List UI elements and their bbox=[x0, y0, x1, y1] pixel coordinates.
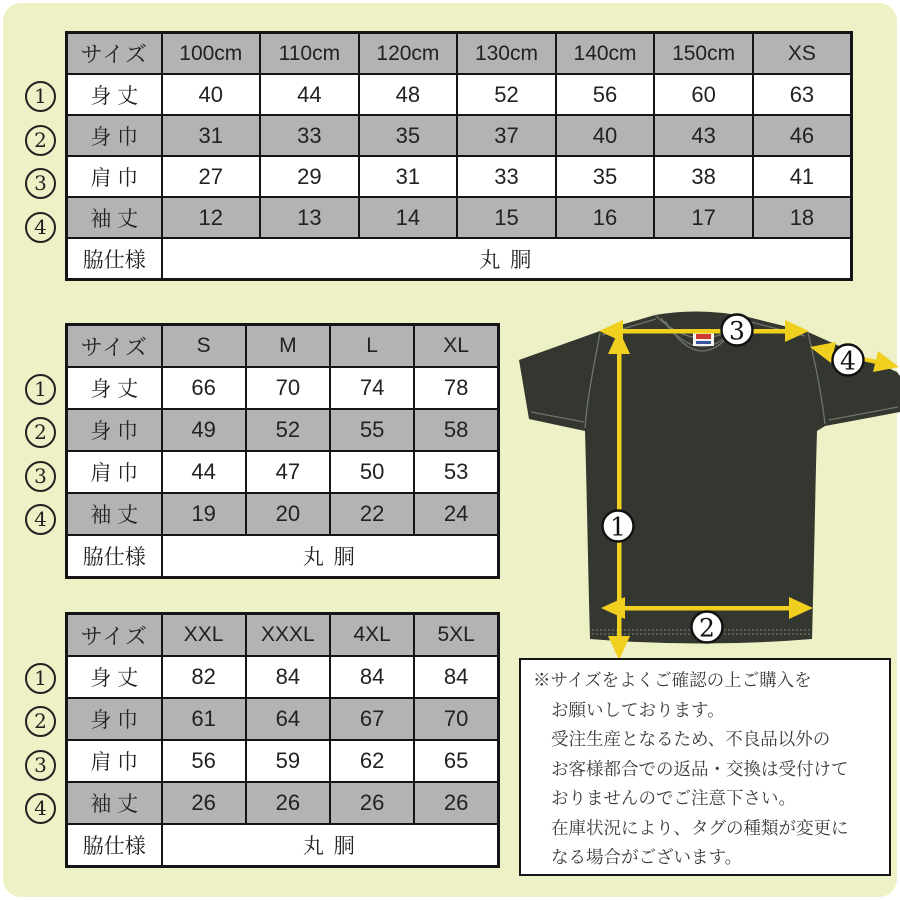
note-line: 受注生産となるため、不良品以外の bbox=[551, 729, 831, 749]
measurement-value: 47 bbox=[246, 451, 330, 493]
table-row bbox=[67, 451, 499, 493]
measurement-value: 27 bbox=[162, 156, 261, 197]
measurement-value: 13 bbox=[260, 197, 359, 238]
measurement-row-label: 肩 巾 bbox=[67, 740, 162, 782]
size-column-header: 4XL bbox=[330, 614, 414, 657]
size-column-header: 5XL bbox=[414, 614, 498, 657]
measurement-value: 46 bbox=[753, 115, 852, 156]
marker-sleeve-length bbox=[833, 345, 864, 376]
size-column-header: 150cm bbox=[654, 33, 753, 75]
measurement-value: 33 bbox=[260, 115, 359, 156]
table-row bbox=[67, 409, 499, 451]
measurement-value: 56 bbox=[556, 74, 655, 115]
measurement-row-label: 身 巾 bbox=[67, 115, 162, 156]
size-table-kids bbox=[65, 31, 853, 281]
size-column-header: 110cm bbox=[260, 33, 359, 75]
circled-row-number: 4 bbox=[25, 793, 56, 824]
table-row bbox=[67, 782, 499, 824]
side-spec-label: 脇仕様 bbox=[67, 535, 162, 578]
side-spec-value: 丸 胴 bbox=[162, 824, 499, 867]
measurement-value: 50 bbox=[330, 451, 414, 493]
measurement-value: 48 bbox=[359, 74, 458, 115]
size-header-label: サイズ bbox=[67, 614, 162, 657]
measurement-row-label: 肩 巾 bbox=[67, 451, 162, 493]
measurement-value: 70 bbox=[246, 367, 330, 409]
table-row bbox=[67, 698, 499, 740]
marker-body-length bbox=[603, 511, 634, 542]
size-table bbox=[65, 323, 500, 579]
size-column-header: XL bbox=[414, 325, 498, 368]
measurement-value: 63 bbox=[753, 74, 852, 115]
measurement-value: 38 bbox=[654, 156, 753, 197]
marker-body-width bbox=[692, 612, 723, 643]
size-column-header: M bbox=[246, 325, 330, 368]
circled-row-number: 3 bbox=[25, 168, 56, 199]
table-row bbox=[67, 493, 499, 535]
circled-row-number: 3 bbox=[25, 461, 56, 492]
note-line: なる場合がございます。 bbox=[551, 847, 743, 867]
measurement-value: 59 bbox=[246, 740, 330, 782]
table-row bbox=[67, 74, 852, 115]
measurement-value: 33 bbox=[457, 156, 556, 197]
measurement-value: 16 bbox=[556, 197, 655, 238]
note-line: お願いしております。 bbox=[551, 699, 725, 720]
table-row bbox=[67, 740, 499, 782]
circled-row-number: 1 bbox=[25, 663, 56, 694]
size-header-label: サイズ bbox=[67, 325, 162, 368]
size-column-header: 120cm bbox=[359, 33, 458, 75]
measurement-value: 18 bbox=[753, 197, 852, 238]
measurement-value: 64 bbox=[246, 698, 330, 740]
measurement-value: 24 bbox=[414, 493, 498, 535]
measurement-row-label: 袖 丈 bbox=[67, 197, 162, 238]
side-spec-label: 脇仕様 bbox=[67, 824, 162, 867]
measurement-value: 31 bbox=[162, 115, 261, 156]
measurement-value: 56 bbox=[162, 740, 246, 782]
measurement-row-label: 身 丈 bbox=[67, 656, 162, 698]
measurement-value: 82 bbox=[162, 656, 246, 698]
size-column-header: 100cm bbox=[162, 33, 261, 75]
side-spec-label: 脇仕様 bbox=[67, 238, 162, 280]
measurement-value: 44 bbox=[162, 451, 246, 493]
table-row bbox=[67, 367, 499, 409]
measurement-value: 41 bbox=[753, 156, 852, 197]
size-header-label: サイズ bbox=[67, 33, 162, 75]
measurement-value: 17 bbox=[654, 197, 753, 238]
measurement-value: 20 bbox=[246, 493, 330, 535]
measurement-value: 43 bbox=[654, 115, 753, 156]
circled-row-number: 1 bbox=[25, 81, 56, 112]
circled-row-number: 2 bbox=[25, 417, 56, 448]
note-line: お客様都合での返品・交換は受付けて bbox=[551, 758, 849, 779]
table-header-row bbox=[67, 33, 852, 75]
measurement-value: 49 bbox=[162, 409, 246, 451]
table-footer-row bbox=[67, 535, 499, 578]
table-row bbox=[67, 197, 852, 238]
table-footer-row bbox=[67, 824, 499, 867]
circled-row-number: 2 bbox=[25, 706, 56, 737]
size-column-header: XXXL bbox=[246, 614, 330, 657]
note-line: おりませんのでご注意下さい。 bbox=[551, 788, 796, 808]
measurement-value: 26 bbox=[414, 782, 498, 824]
measurement-value: 78 bbox=[414, 367, 498, 409]
side-spec-value: 丸 胴 bbox=[162, 535, 499, 578]
size-column-header: XS bbox=[753, 33, 852, 75]
size-table bbox=[65, 31, 853, 281]
note-line: 在庫状況により、タグの種類が変更に bbox=[551, 817, 849, 838]
measurement-row-label: 身 丈 bbox=[67, 367, 162, 409]
measurement-value: 67 bbox=[330, 698, 414, 740]
measurement-value: 60 bbox=[654, 74, 753, 115]
measurement-value: 26 bbox=[246, 782, 330, 824]
measurement-value: 35 bbox=[359, 115, 458, 156]
measurement-row-label: 袖 丈 bbox=[67, 782, 162, 824]
measurement-value: 53 bbox=[414, 451, 498, 493]
measurement-row-label: 袖 丈 bbox=[67, 493, 162, 535]
measurement-value: 84 bbox=[414, 656, 498, 698]
marker-shoulder-width bbox=[722, 315, 753, 346]
measurement-row-label: 身 丈 bbox=[67, 74, 162, 115]
measurement-value: 26 bbox=[162, 782, 246, 824]
table-row bbox=[67, 115, 852, 156]
size-column-header: 130cm bbox=[457, 33, 556, 75]
measurement-value: 31 bbox=[359, 156, 458, 197]
measurement-value: 66 bbox=[162, 367, 246, 409]
marker-4-label: 4 bbox=[840, 346, 856, 376]
note-line: ※サイズをよくご確認の上ご購入を bbox=[533, 670, 812, 690]
circled-row-number: 2 bbox=[25, 125, 56, 156]
measurement-value: 35 bbox=[556, 156, 655, 197]
table-footer-row bbox=[67, 238, 852, 280]
measurement-value: 61 bbox=[162, 698, 246, 740]
size-column-header: L bbox=[330, 325, 414, 368]
measurement-value: 70 bbox=[414, 698, 498, 740]
size-table-adult bbox=[65, 323, 500, 579]
measurement-value: 37 bbox=[457, 115, 556, 156]
marker-2-label: 2 bbox=[699, 613, 715, 643]
measurement-value: 15 bbox=[457, 197, 556, 238]
table-row bbox=[67, 156, 852, 197]
measurement-value: 55 bbox=[330, 409, 414, 451]
measurement-value: 12 bbox=[162, 197, 261, 238]
size-column-header: 140cm bbox=[556, 33, 655, 75]
marker-1-label: 1 bbox=[610, 512, 626, 542]
measurement-value: 84 bbox=[246, 656, 330, 698]
measurement-value: 44 bbox=[260, 74, 359, 115]
measurement-value: 62 bbox=[330, 740, 414, 782]
measurement-row-label: 身 巾 bbox=[67, 409, 162, 451]
side-spec-value: 丸 胴 bbox=[162, 238, 852, 280]
table-header-row bbox=[67, 614, 499, 657]
measurement-value: 52 bbox=[246, 409, 330, 451]
size-table-big bbox=[65, 612, 500, 868]
measurement-value: 29 bbox=[260, 156, 359, 197]
size-column-header: S bbox=[162, 325, 246, 368]
measurement-value: 14 bbox=[359, 197, 458, 238]
measurement-value: 19 bbox=[162, 493, 246, 535]
size-table bbox=[65, 612, 500, 868]
table-row bbox=[67, 656, 499, 698]
measurement-value: 58 bbox=[414, 409, 498, 451]
table-header-row bbox=[67, 325, 499, 368]
measurement-value: 26 bbox=[330, 782, 414, 824]
circled-row-number: 4 bbox=[25, 212, 56, 243]
measurement-row-label: 肩 巾 bbox=[67, 156, 162, 197]
measurement-value: 74 bbox=[330, 367, 414, 409]
measurement-value: 84 bbox=[330, 656, 414, 698]
measurement-value: 52 bbox=[457, 74, 556, 115]
circled-row-number: 3 bbox=[25, 750, 56, 781]
measurement-value: 65 bbox=[414, 740, 498, 782]
measurement-value: 22 bbox=[330, 493, 414, 535]
tshirt-measurement-diagram bbox=[505, 298, 900, 670]
measurement-value: 40 bbox=[556, 115, 655, 156]
size-column-header: XXL bbox=[162, 614, 246, 657]
marker-3-label: 3 bbox=[729, 316, 745, 346]
measurement-row-label: 身 巾 bbox=[67, 698, 162, 740]
circled-row-number: 1 bbox=[25, 374, 56, 405]
measurement-value: 40 bbox=[162, 74, 261, 115]
circled-row-number: 4 bbox=[25, 504, 56, 535]
purchase-notes bbox=[519, 658, 891, 876]
